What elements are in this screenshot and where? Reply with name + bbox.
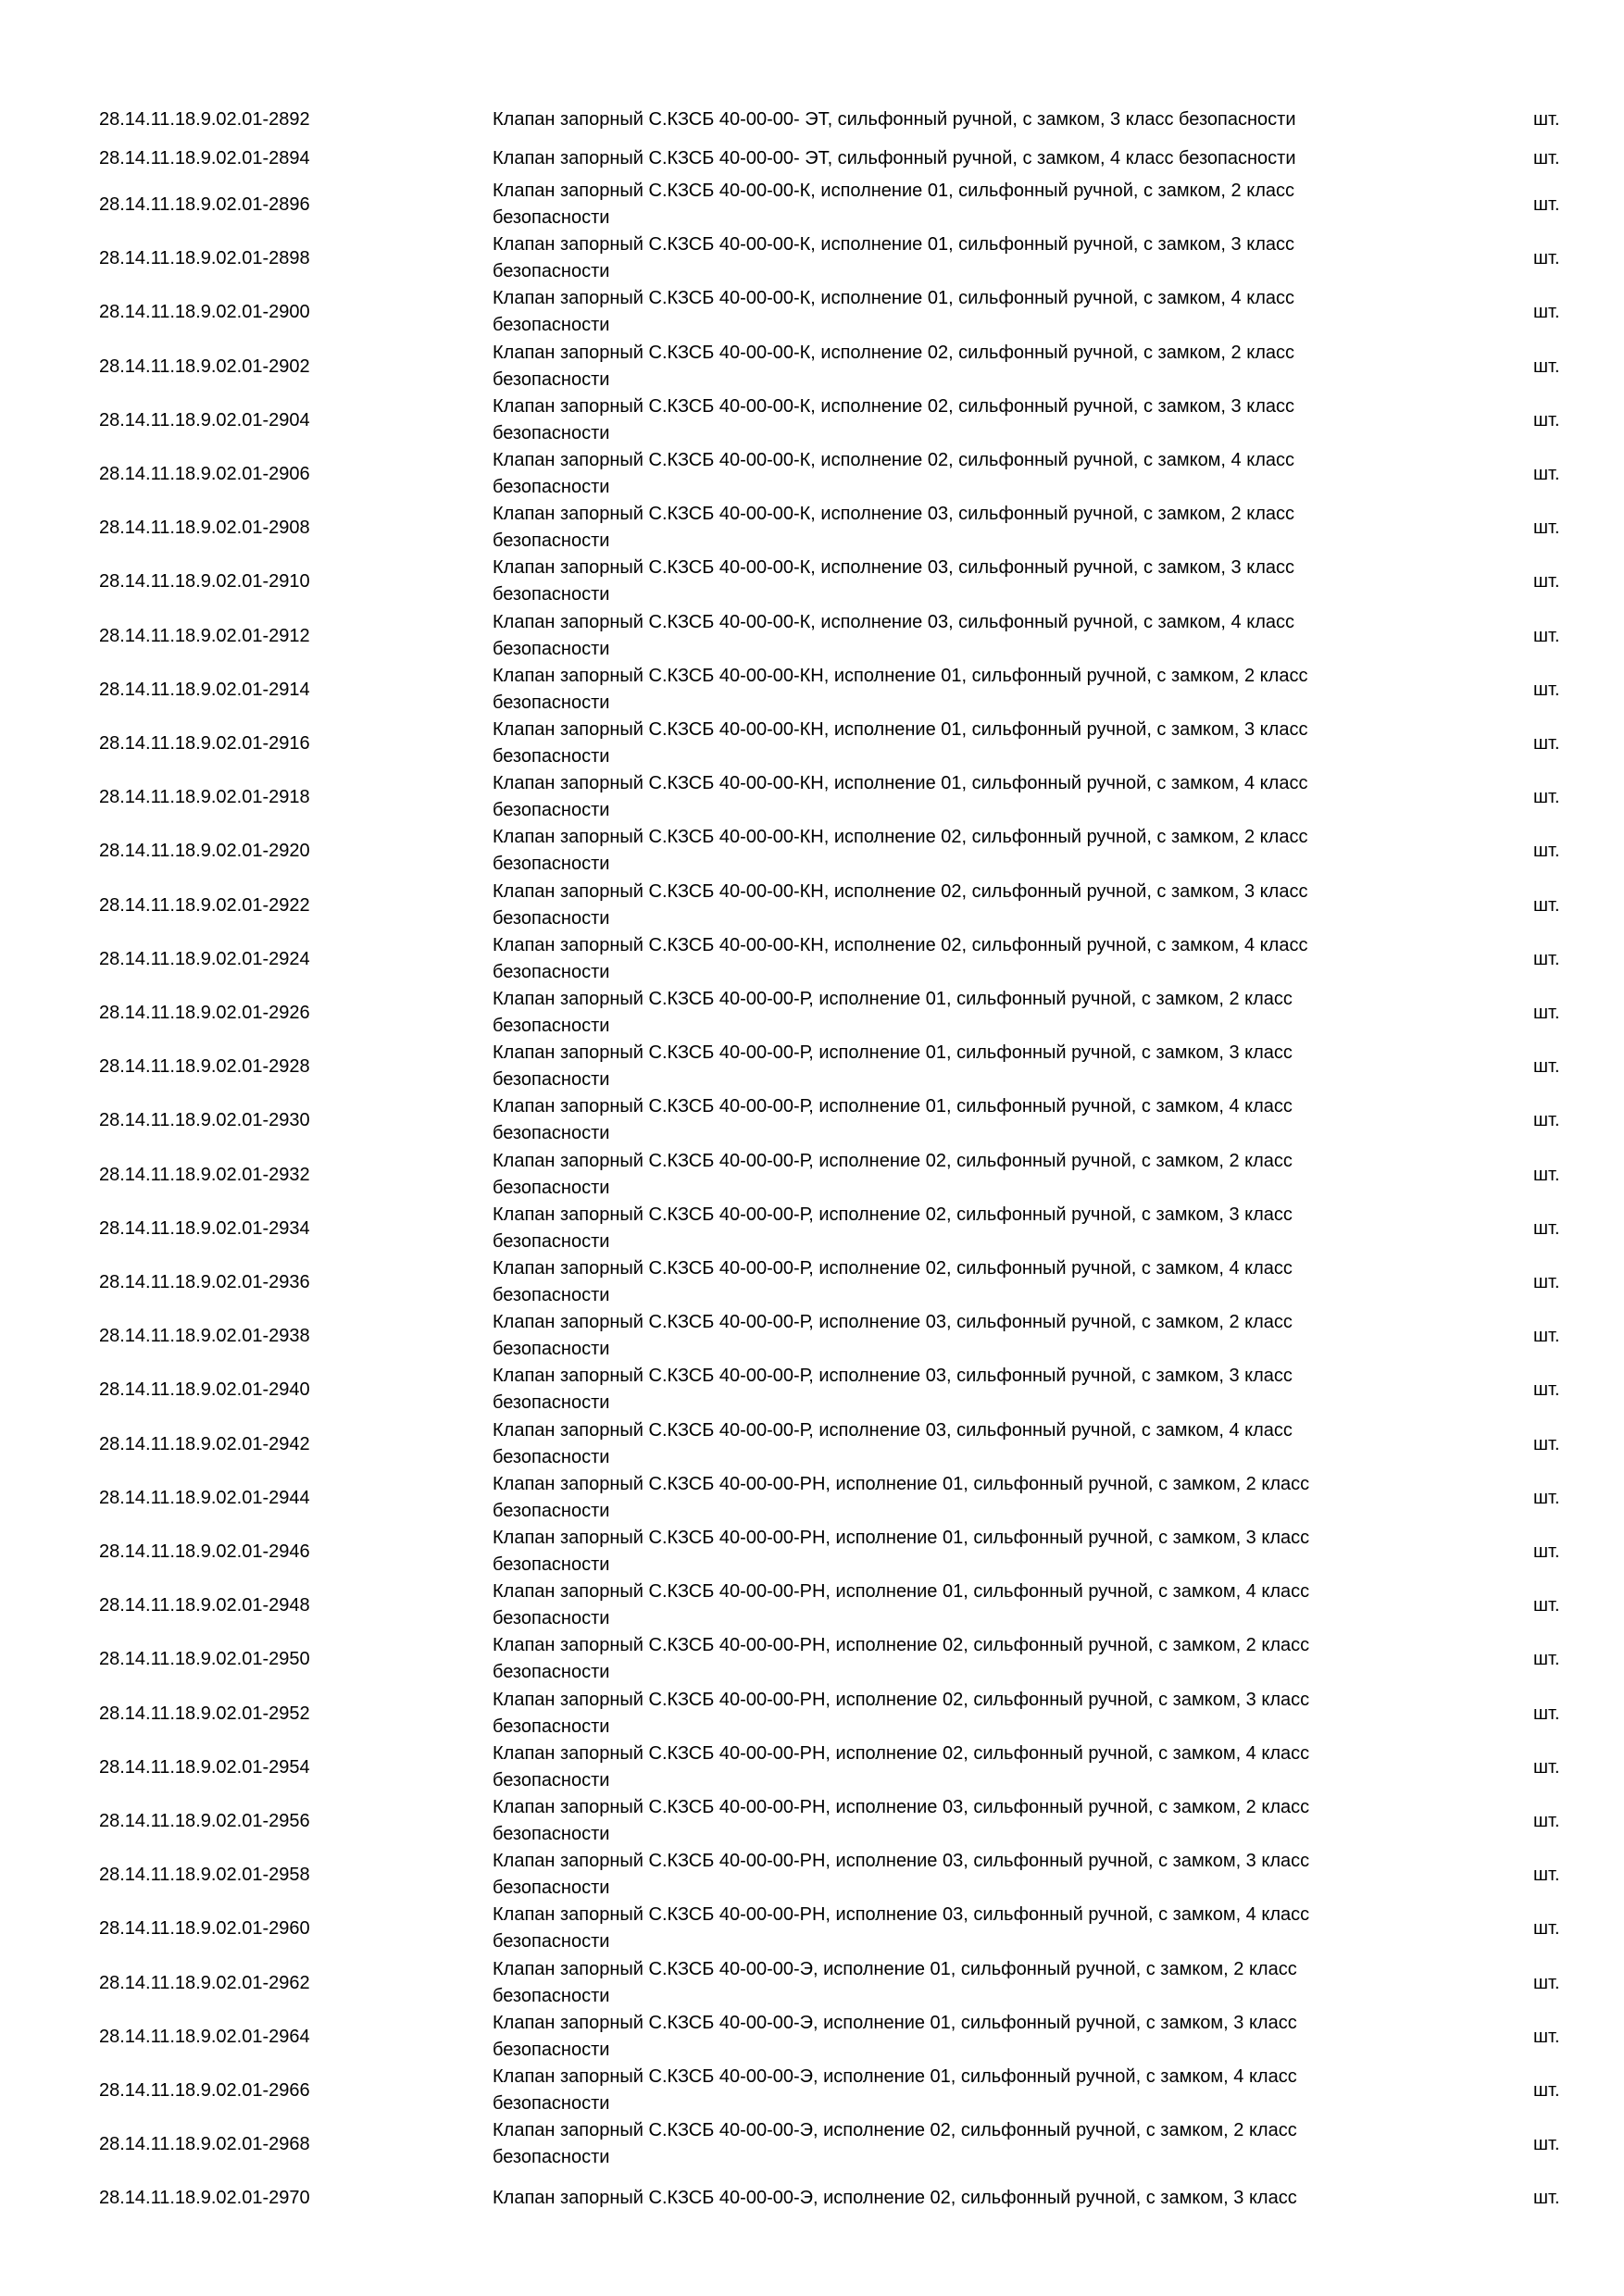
item-unit: шт.: [1533, 1594, 1560, 1616]
item-unit: шт.: [1533, 1164, 1560, 1185]
item-description-text: Клапан запорный С.КЗСБ 40-00-00-К, исполнение 01, сильфонный ручной, с замком, 2 класс безопасности: [493, 181, 1294, 228]
item-unit: шт.: [1533, 247, 1560, 268]
item-code: 28.14.11.18.9.02.01-2916: [99, 732, 310, 754]
item-unit: шт.: [1533, 1756, 1560, 1778]
item-unit: шт.: [1533, 1433, 1560, 1454]
item-code: 28.14.11.18.9.02.01-2930: [99, 1109, 310, 1130]
item-unit: шт.: [1533, 2133, 1560, 2154]
item-unit: шт.: [1533, 517, 1560, 538]
item-code: 28.14.11.18.9.02.01-2952: [99, 1703, 310, 1724]
table-row: [0, 1687, 1624, 1741]
item-code: 28.14.11.18.9.02.01-2946: [99, 1541, 310, 1562]
item-code: 28.14.11.18.9.02.01-2894: [99, 147, 310, 168]
item-unit: шт.: [1533, 1917, 1560, 1939]
table-row: [0, 1148, 1624, 1202]
item-description-text: Клапан запорный С.КЗСБ 40-00-00-Р, исполнение 01, сильфонный ручной, с замком, 2 класс безопасности: [493, 989, 1293, 1036]
item-description: [493, 285, 1386, 339]
item-description: [493, 717, 1386, 770]
item-code: 28.14.11.18.9.02.01-2936: [99, 1271, 310, 1292]
item-code: 28.14.11.18.9.02.01-2924: [99, 948, 310, 969]
item-unit: шт.: [1533, 2187, 1560, 2208]
item-code: 28.14.11.18.9.02.01-2908: [99, 517, 310, 538]
item-description-text: Клапан запорный С.КЗСБ 40-00-00-КН, исполнение 01, сильфонный ручной, с замком, 3 класс безопасности: [493, 719, 1308, 767]
item-code: 28.14.11.18.9.02.01-2906: [99, 463, 310, 484]
table-row: [0, 932, 1624, 986]
item-unit: шт.: [1533, 948, 1560, 969]
item-description-text: Клапан запорный С.КЗСБ 40-00-00-К, исполнение 01, сильфонный ручной, с замком, 3 класс безопасности: [493, 234, 1294, 281]
item-code: 28.14.11.18.9.02.01-2892: [99, 108, 310, 130]
item-code: 28.14.11.18.9.02.01-2920: [99, 840, 310, 861]
item-description-text: Клапан запорный С.КЗСБ 40-00-00-РН, исполнение 02, сильфонный ручной, с замком, 3 класс безопасности: [493, 1690, 1310, 1737]
table-row: [0, 1794, 1624, 1848]
item-code: 28.14.11.18.9.02.01-2896: [99, 193, 310, 215]
item-code: 28.14.11.18.9.02.01-2962: [99, 1972, 310, 1993]
item-description: [493, 1093, 1386, 1147]
table-row: [0, 447, 1624, 501]
item-code: 28.14.11.18.9.02.01-2902: [99, 356, 310, 377]
item-code: 28.14.11.18.9.02.01-2928: [99, 1055, 310, 1077]
item-code: 28.14.11.18.9.02.01-2898: [99, 247, 310, 268]
item-description: [493, 1363, 1386, 1416]
item-description: [493, 986, 1386, 1040]
item-description-text: Клапан запорный С.КЗСБ 40-00-00-Р, исполнение 02, сильфонный ручной, с замком, 3 класс безопасности: [493, 1204, 1293, 1252]
item-description-text: Клапан запорный С.КЗСБ 40-00-00- ЭТ, сильфонный ручной, с замком, 4 класс безопасности: [493, 147, 1296, 168]
item-description-text: Клапан запорный С.КЗСБ 40-00-00-Р, исполнение 03, сильфонный ручной, с замком, 4 класс безопасности: [493, 1420, 1293, 1467]
item-description-text: Клапан запорный С.КЗСБ 40-00-00-К, исполнение 03, сильфонный ручной, с замком, 2 класс безопасности: [493, 504, 1294, 551]
item-description-text: Клапан запорный С.КЗСБ 40-00-00-Э, исполнение 01, сильфонный ручной, с замком, 3 класс безопасности: [493, 2013, 1297, 2060]
item-description: [493, 178, 1386, 231]
item-description: [493, 1309, 1386, 1363]
item-unit: шт.: [1533, 2079, 1560, 2101]
item-code: 28.14.11.18.9.02.01-2956: [99, 1810, 310, 1831]
item-description: [493, 2064, 1386, 2117]
item-unit: шт.: [1533, 193, 1560, 215]
item-unit: шт.: [1533, 1541, 1560, 1562]
item-description: [493, 1040, 1386, 1093]
item-unit: шт.: [1533, 1703, 1560, 1724]
item-description-text: Клапан запорный С.КЗСБ 40-00-00-КН, исполнение 02, сильфонный ручной, с замком, 2 класс безопасности: [493, 827, 1308, 874]
table-row: [0, 231, 1624, 285]
item-unit: шт.: [1533, 1379, 1560, 1400]
table-row: [0, 1255, 1624, 1309]
item-description-text: Клапан запорный С.КЗСБ 40-00-00-РН, исполнение 03, сильфонный ручной, с замком, 3 класс безопасности: [493, 1851, 1310, 1898]
item-description: [493, 770, 1386, 824]
item-code: 28.14.11.18.9.02.01-2942: [99, 1433, 310, 1454]
item-description: [493, 1632, 1386, 1686]
table-row: [0, 986, 1624, 1040]
item-description: [493, 1794, 1386, 1848]
item-description-text: Клапан запорный С.КЗСБ 40-00-00-Э, исполнение 01, сильфонный ручной, с замком, 4 класс безопасности: [493, 2066, 1297, 2114]
item-unit: шт.: [1533, 356, 1560, 377]
item-unit: шт.: [1533, 1648, 1560, 1669]
item-code: 28.14.11.18.9.02.01-2944: [99, 1487, 310, 1508]
item-description-text: Клапан запорный С.КЗСБ 40-00-00-К, исполнение 03, сильфонный ручной, с замком, 3 класс безопасности: [493, 557, 1294, 605]
item-code: 28.14.11.18.9.02.01-2904: [99, 409, 310, 430]
item-code: 28.14.11.18.9.02.01-2910: [99, 570, 310, 592]
item-unit: шт.: [1533, 894, 1560, 916]
item-description: [493, 2179, 1386, 2216]
item-unit: шт.: [1533, 1055, 1560, 1077]
item-code: 28.14.11.18.9.02.01-2932: [99, 1164, 310, 1185]
table-row: [0, 555, 1624, 608]
item-description-text: Клапан запорный С.КЗСБ 40-00-00-К, исполнение 01, сильфонный ручной, с замком, 4 класс безопасности: [493, 288, 1294, 335]
item-description-text: Клапан запорный С.КЗСБ 40-00-00-КН, исполнение 01, сильфонный ручной, с замком, 4 класс безопасности: [493, 773, 1308, 820]
table-row: [0, 393, 1624, 447]
item-description: [493, 2117, 1386, 2171]
table-row: [0, 140, 1624, 177]
item-description: [493, 879, 1386, 932]
item-code: 28.14.11.18.9.02.01-2918: [99, 786, 310, 807]
item-description: [493, 1417, 1386, 1471]
item-description: [493, 393, 1386, 447]
item-description-text: Клапан запорный С.КЗСБ 40-00-00-Р, исполнение 01, сильфонный ручной, с замком, 4 класс безопасности: [493, 1096, 1293, 1143]
table-row: [0, 663, 1624, 717]
table-row: [0, 1578, 1624, 1632]
table-row: [0, 1902, 1624, 1955]
item-code: 28.14.11.18.9.02.01-2940: [99, 1379, 310, 1400]
table-row: [0, 178, 1624, 231]
item-description-text: Клапан запорный С.КЗСБ 40-00-00-РН, исполнение 01, сильфонный ручной, с замком, 3 класс безопасности: [493, 1528, 1310, 1575]
item-unit: шт.: [1533, 625, 1560, 646]
item-description: [493, 932, 1386, 986]
table-row: [0, 1848, 1624, 1902]
item-description: [493, 140, 1386, 177]
item-description: [493, 1687, 1386, 1741]
item-unit: шт.: [1533, 2026, 1560, 2047]
item-description-text: Клапан запорный С.КЗСБ 40-00-00-КН, исполнение 02, сильфонный ручной, с замком, 4 класс безопасности: [493, 935, 1308, 982]
item-unit: шт.: [1533, 463, 1560, 484]
item-unit: шт.: [1533, 1109, 1560, 1130]
item-description-text: Клапан запорный С.КЗСБ 40-00-00-РН, исполнение 02, сильфонный ручной, с замком, 4 класс безопасности: [493, 1743, 1310, 1791]
item-unit: шт.: [1533, 1271, 1560, 1292]
item-description-text: Клапан запорный С.КЗСБ 40-00-00-К, исполнение 02, сильфонный ручной, с замком, 4 класс безопасности: [493, 450, 1294, 497]
table-row: [0, 1956, 1624, 2010]
table-row: [0, 609, 1624, 663]
table-row: [0, 1471, 1624, 1525]
item-unit: шт.: [1533, 840, 1560, 861]
table-row: [0, 1417, 1624, 1471]
item-unit: шт.: [1533, 1002, 1560, 1023]
item-code: 28.14.11.18.9.02.01-2900: [99, 301, 310, 322]
item-unit: шт.: [1533, 1487, 1560, 1508]
table-row: [0, 1632, 1624, 1686]
item-code: 28.14.11.18.9.02.01-2922: [99, 894, 310, 916]
item-description: [493, 1255, 1386, 1309]
item-description: [493, 2010, 1386, 2064]
item-description-text: Клапан запорный С.КЗСБ 40-00-00-КН, исполнение 02, сильфонный ручной, с замком, 3 класс безопасности: [493, 881, 1308, 929]
item-description: [493, 663, 1386, 717]
item-code: 28.14.11.18.9.02.01-2958: [99, 1864, 310, 1885]
table-row: [0, 1093, 1624, 1147]
item-description: [493, 101, 1386, 138]
item-description-text: Клапан запорный С.КЗСБ 40-00-00-Р, исполнение 02, сильфонный ручной, с замком, 2 класс безопасности: [493, 1151, 1293, 1198]
item-description-text: Клапан запорный С.КЗСБ 40-00-00-К, исполнение 02, сильфонный ручной, с замком, 3 класс безопасности: [493, 396, 1294, 443]
item-description: [493, 231, 1386, 285]
item-description: [493, 824, 1386, 878]
item-description-text: Клапан запорный С.КЗСБ 40-00-00-Э, исполнение 01, сильфонный ручной, с замком, 2 класс безопасности: [493, 1959, 1297, 2006]
item-description-text: Клапан запорный С.КЗСБ 40-00-00-К, исполнение 03, сильфонный ручной, с замком, 4 класс безопасности: [493, 612, 1294, 659]
table-row: [0, 285, 1624, 339]
item-description: [493, 1471, 1386, 1525]
item-unit: шт.: [1533, 1325, 1560, 1346]
item-unit: шт.: [1533, 679, 1560, 700]
item-description: [493, 1148, 1386, 1202]
table-row: [0, 824, 1624, 878]
item-description: [493, 1525, 1386, 1578]
item-unit: шт.: [1533, 409, 1560, 430]
item-unit: шт.: [1533, 301, 1560, 322]
item-description-text: Клапан запорный С.КЗСБ 40-00-00-Р, исполнение 02, сильфонный ручной, с замком, 4 класс безопасности: [493, 1258, 1293, 1305]
table-row: [0, 1525, 1624, 1578]
item-unit: шт.: [1533, 147, 1560, 168]
item-code: 28.14.11.18.9.02.01-2964: [99, 2026, 310, 2047]
item-description-text: Клапан запорный С.КЗСБ 40-00-00-Р, исполнение 03, сильфонный ручной, с замком, 2 класс безопасности: [493, 1312, 1293, 1359]
item-code: 28.14.11.18.9.02.01-2968: [99, 2133, 310, 2154]
item-description-text: Клапан запорный С.КЗСБ 40-00-00-РН, исполнение 01, сильфонный ручной, с замком, 2 класс безопасности: [493, 1474, 1310, 1521]
item-description-text: Клапан запорный С.КЗСБ 40-00-00-РН, исполнение 01, сильфонный ручной, с замком, 4 класс безопасности: [493, 1581, 1310, 1628]
item-description: [493, 501, 1386, 555]
item-description-text: Клапан запорный С.КЗСБ 40-00-00-К, исполнение 02, сильфонный ручной, с замком, 2 класс безопасности: [493, 343, 1294, 390]
item-description-text: Клапан запорный С.КЗСБ 40-00-00-Э, исполнение 02, сильфонный ручной, с замком, 2 класс безопасности: [493, 2120, 1297, 2167]
table-row: [0, 2010, 1624, 2064]
item-description-text: Клапан запорный С.КЗСБ 40-00-00-РН, исполнение 02, сильфонный ручной, с замком, 2 класс безопасности: [493, 1635, 1310, 1682]
item-unit: шт.: [1533, 1972, 1560, 1993]
item-unit: шт.: [1533, 732, 1560, 754]
table-row: [0, 101, 1624, 138]
table-row: [0, 2117, 1624, 2171]
item-code: 28.14.11.18.9.02.01-2912: [99, 625, 310, 646]
table-row: [0, 340, 1624, 393]
table-row: [0, 1040, 1624, 1093]
item-unit: шт.: [1533, 108, 1560, 130]
item-code: 28.14.11.18.9.02.01-2950: [99, 1648, 310, 1669]
item-description-text: Клапан запорный С.КЗСБ 40-00-00-РН, исполнение 03, сильфонный ручной, с замком, 4 класс безопасности: [493, 1904, 1310, 1952]
item-description-text: Клапан запорный С.КЗСБ 40-00-00- ЭТ, сильфонный ручной, с замком, 3 класс безопасности: [493, 108, 1296, 130]
item-description: [493, 609, 1386, 663]
item-description-text: Клапан запорный С.КЗСБ 40-00-00-Р, исполнение 01, сильфонный ручной, с замком, 3 класс безопасности: [493, 1042, 1293, 1090]
table-row: [0, 1202, 1624, 1255]
table-row: [0, 2064, 1624, 2117]
table-row: [0, 717, 1624, 770]
item-code: 28.14.11.18.9.02.01-2970: [99, 2187, 310, 2208]
item-description-text: Клапан запорный С.КЗСБ 40-00-00-Э, исполнение 02, сильфонный ручной, с замком, 3 класс: [493, 2187, 1297, 2208]
item-description: [493, 555, 1386, 608]
item-unit: шт.: [1533, 786, 1560, 807]
item-code: 28.14.11.18.9.02.01-2960: [99, 1917, 310, 1939]
item-unit: шт.: [1533, 1864, 1560, 1885]
item-unit: шт.: [1533, 1217, 1560, 1239]
table-row: [0, 879, 1624, 932]
item-code: 28.14.11.18.9.02.01-2934: [99, 1217, 310, 1239]
table-row: [0, 1363, 1624, 1416]
item-code: 28.14.11.18.9.02.01-2914: [99, 679, 310, 700]
item-description: [493, 340, 1386, 393]
table-row: [0, 770, 1624, 824]
item-description: [493, 1578, 1386, 1632]
item-code: 28.14.11.18.9.02.01-2954: [99, 1756, 310, 1778]
table-row: [0, 2179, 1624, 2216]
item-code: 28.14.11.18.9.02.01-2948: [99, 1594, 310, 1616]
item-unit: шт.: [1533, 1810, 1560, 1831]
item-description: [493, 1902, 1386, 1955]
item-description-text: Клапан запорный С.КЗСБ 40-00-00-РН, исполнение 03, сильфонный ручной, с замком, 2 класс безопасности: [493, 1797, 1310, 1844]
item-code: 28.14.11.18.9.02.01-2966: [99, 2079, 310, 2101]
item-description: [493, 1741, 1386, 1794]
item-description: [493, 1202, 1386, 1255]
item-description: [493, 447, 1386, 501]
table-row: [0, 1309, 1624, 1363]
item-description-text: Клапан запорный С.КЗСБ 40-00-00-Р, исполнение 03, сильфонный ручной, с замком, 3 класс безопасности: [493, 1366, 1293, 1413]
item-description-text: Клапан запорный С.КЗСБ 40-00-00-КН, исполнение 01, сильфонный ручной, с замком, 2 класс безопасности: [493, 666, 1308, 713]
table-row: [0, 1741, 1624, 1794]
item-code: 28.14.11.18.9.02.01-2938: [99, 1325, 310, 1346]
table-row: [0, 501, 1624, 555]
item-unit: шт.: [1533, 570, 1560, 592]
item-description: [493, 1956, 1386, 2010]
item-description: [493, 1848, 1386, 1902]
item-code: 28.14.11.18.9.02.01-2926: [99, 1002, 310, 1023]
